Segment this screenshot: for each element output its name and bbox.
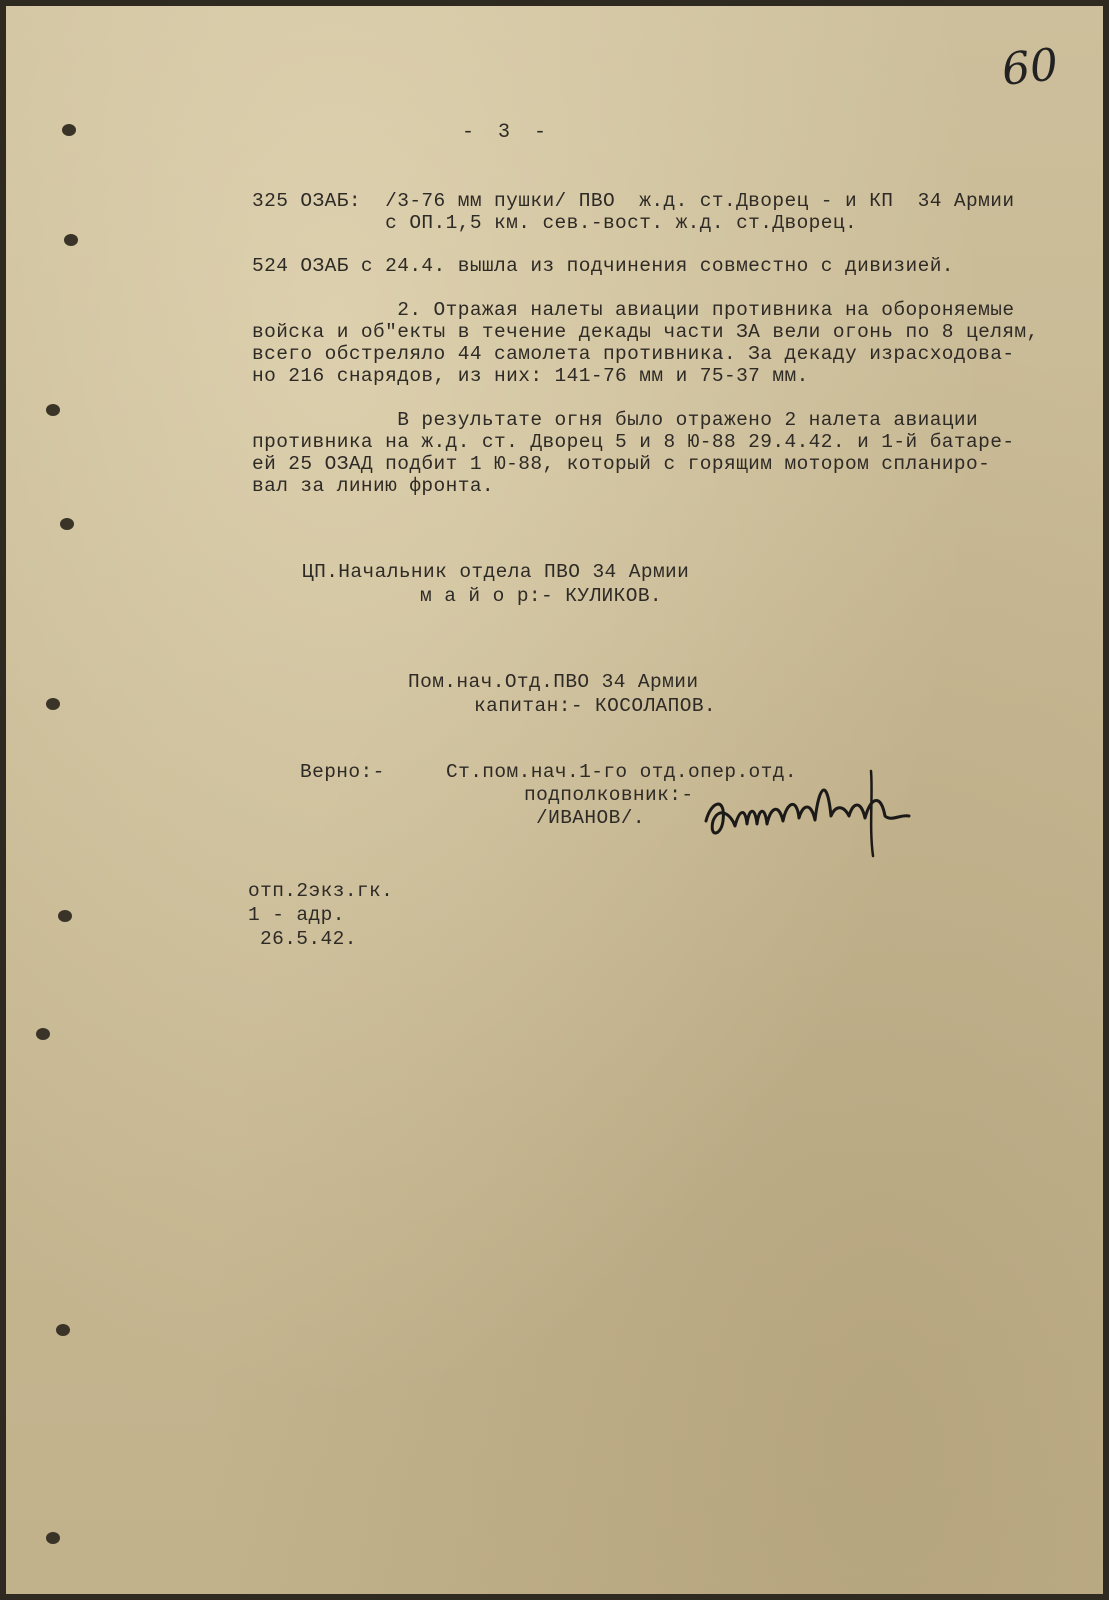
paragraph-line: но 216 снарядов, из них: 141-76 мм и 75-37 мм. [252, 365, 809, 387]
verified-label: Верно:- [300, 761, 385, 783]
page-number: - 3 - [462, 121, 547, 144]
punch-hole [46, 1532, 60, 1544]
paragraph-line: 2. Отражая налеты авиации противника на обороняемые [252, 299, 1015, 321]
punch-hole [46, 404, 60, 416]
ozab-325-line: с ОП.1,5 км. сев.-вост. ж.д. ст.Дворец. [252, 212, 858, 234]
paragraph-line: вал за линию фронта. [252, 475, 495, 497]
chief-title: ЦП.Начальник отдела ПВО 34 Армии [302, 561, 690, 583]
paragraph-line: всего обстреляло 44 самолета противника. За декаду израсходова- [252, 343, 1015, 365]
assistant-rank-name: капитан:- КОСОЛАПОВ. [474, 695, 717, 717]
punch-hole [62, 124, 76, 136]
footer-copies: отп.2экз.гк. [248, 880, 394, 902]
punch-hole [58, 910, 72, 922]
verifier-name: /ИВАНОВ/. [536, 807, 645, 829]
footer-date: 26.5.42. [260, 928, 357, 950]
punch-hole [60, 518, 74, 530]
footer-address: 1 - адр. [248, 904, 345, 926]
verifier-title: Ст.пом.нач.1-го отд.опер.отд. [446, 761, 797, 783]
folio-number: 60 [999, 39, 1061, 96]
punch-hole [56, 1324, 70, 1336]
paragraph-line: войска и об"екты в течение декады части ЗА вели огонь по 8 целям, [252, 321, 1039, 343]
paragraph-line: В результате огня было отражено 2 налета авиации [252, 409, 979, 431]
punch-hole [36, 1028, 50, 1040]
ozab-325-line: 325 ОЗАБ: /3-76 мм пушки/ ПВО ж.д. ст.Дворец - и КП 34 Армии [252, 190, 1015, 212]
punch-hole [46, 698, 60, 710]
ozab-524-line: 524 ОЗАБ с 24.4. вышла из подчинения совместно с дивизией. [252, 255, 954, 277]
paragraph-line: противника на ж.д. ст. Дворец 5 и 8 Ю-88 29.4.42. и 1-й батаре- [252, 431, 1015, 453]
chief-rank-name: м а й о р:- КУЛИКОВ. [420, 585, 663, 607]
paragraph-line: ей 25 ОЗАД подбит 1 Ю-88, который с горящим мотором спланиро- [252, 453, 991, 475]
punch-hole [64, 234, 78, 246]
assistant-title: Пом.нач.Отд.ПВО 34 Армии [408, 671, 699, 693]
verifier-rank: подполковник:- [524, 784, 694, 806]
handwritten-signature [701, 766, 916, 866]
